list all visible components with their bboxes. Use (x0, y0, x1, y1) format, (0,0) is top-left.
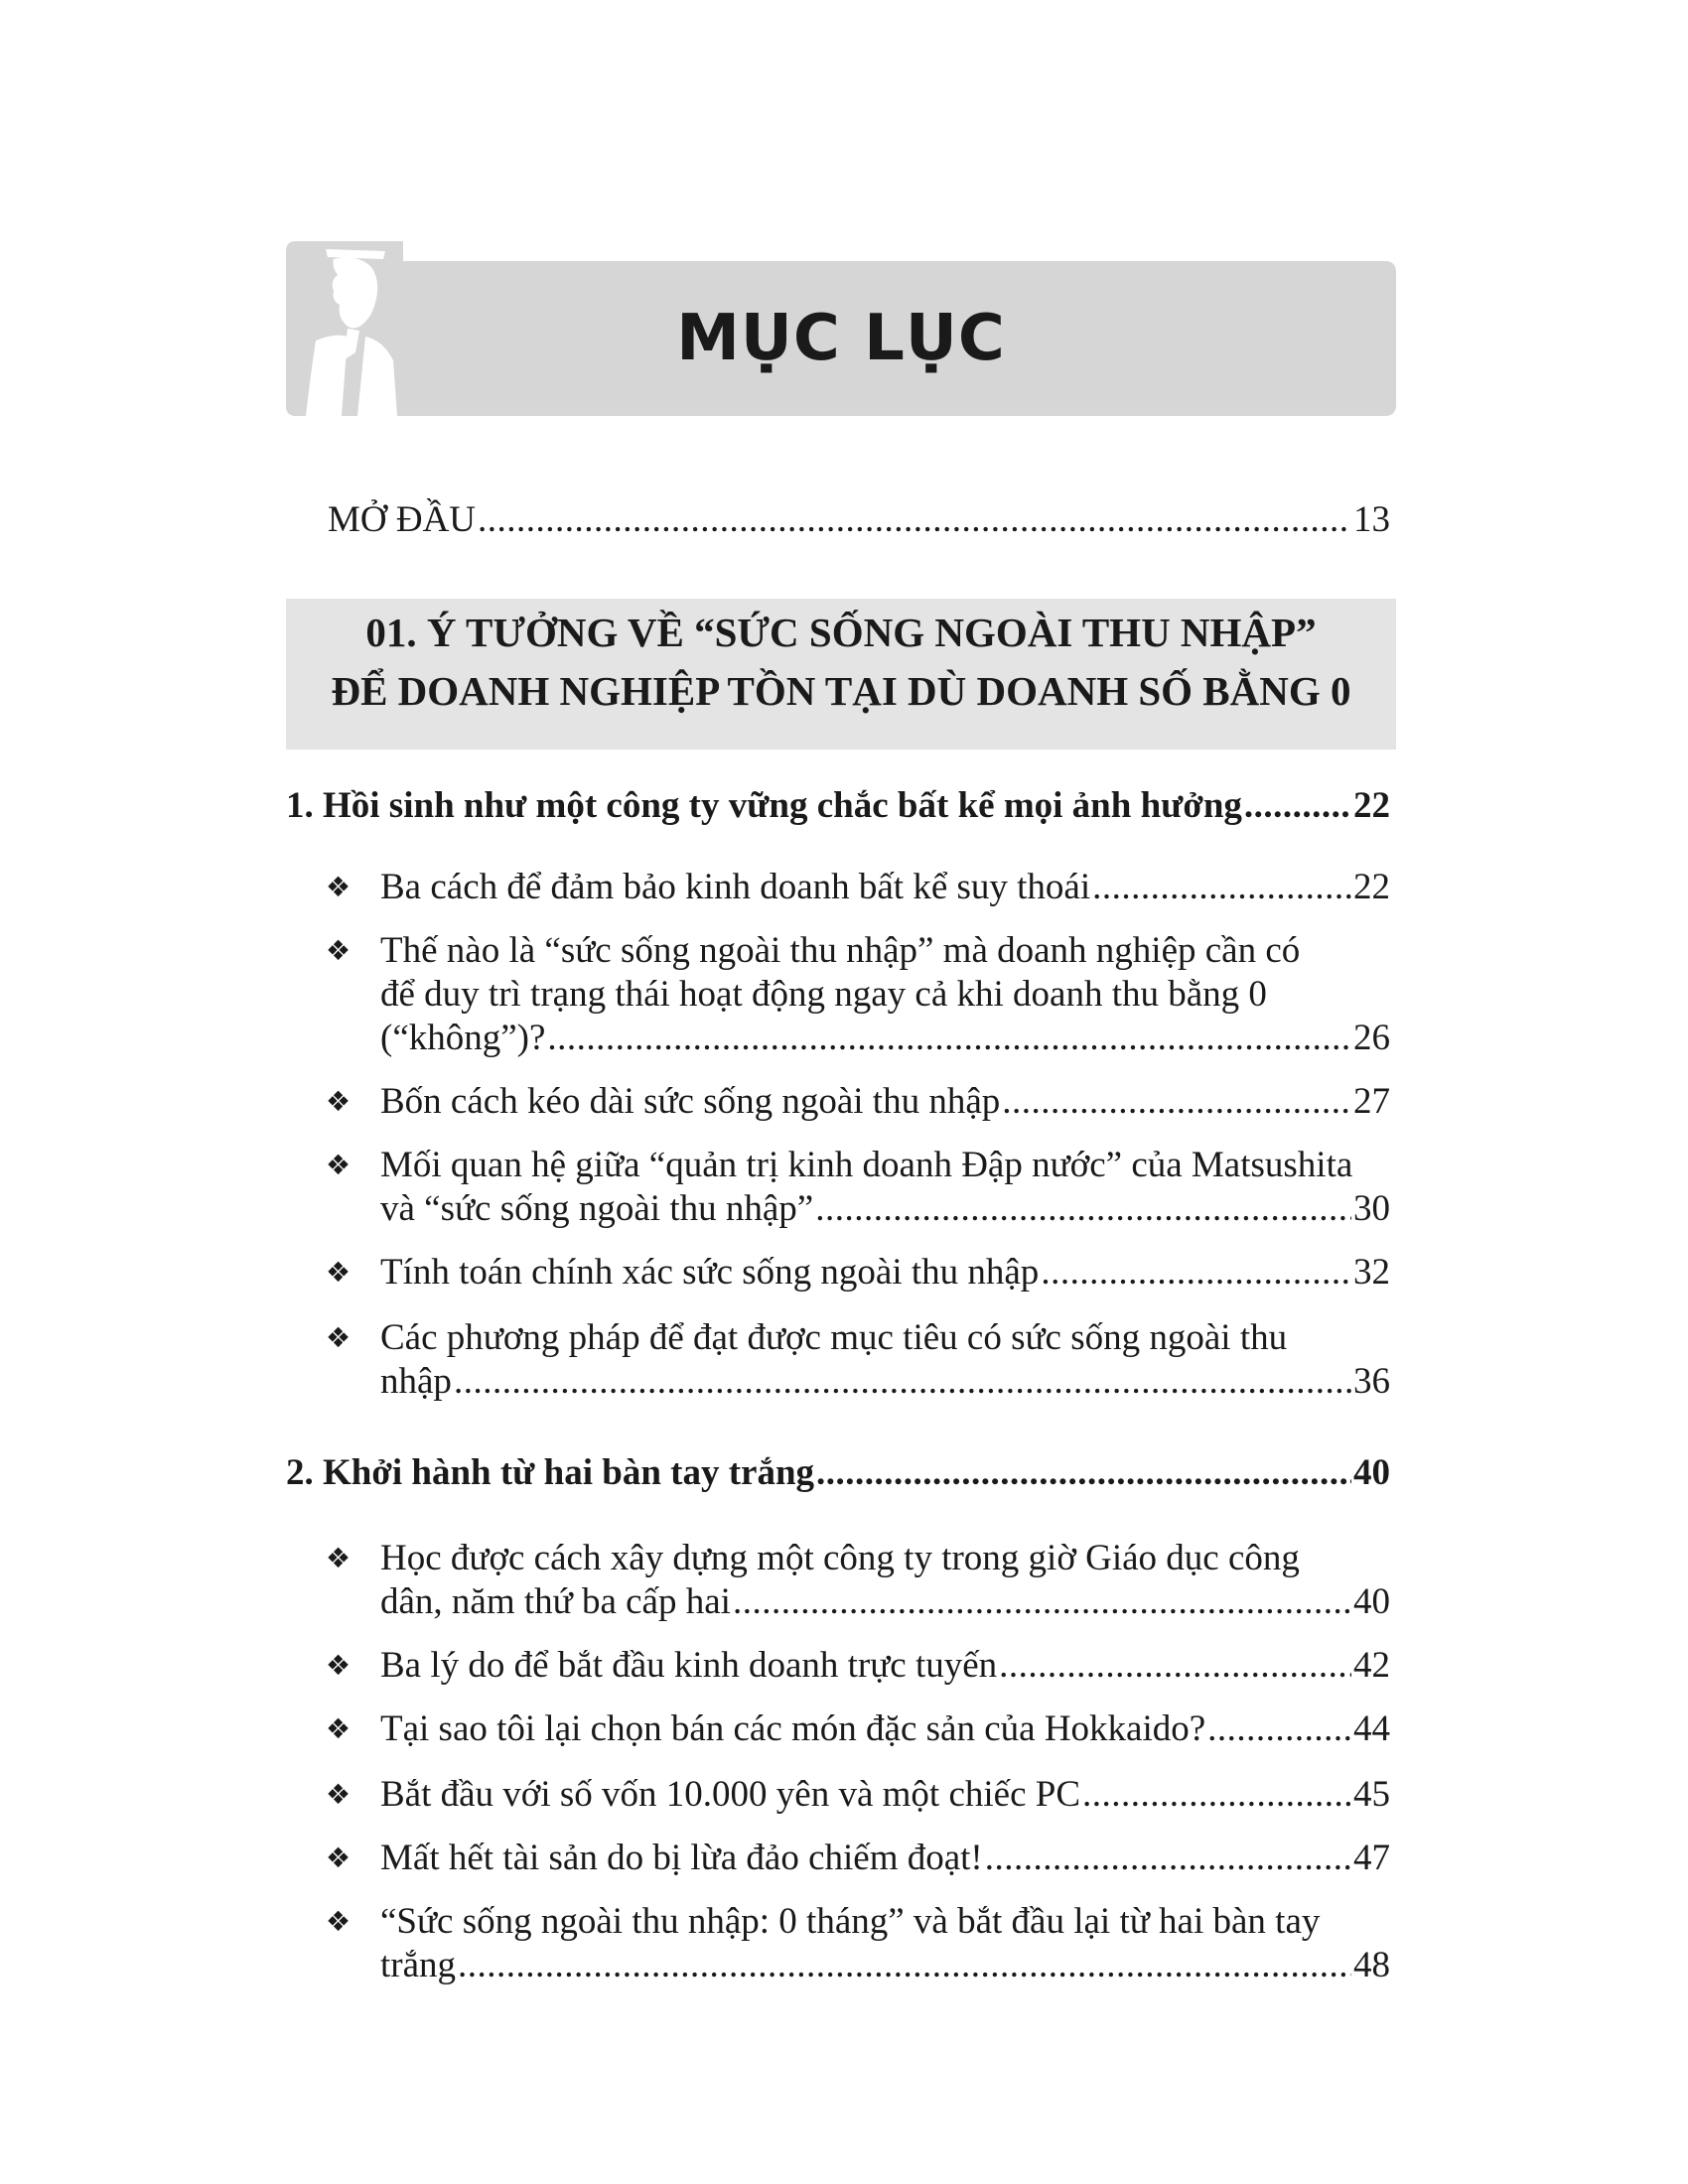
diamond-bullet-icon: ❖ (326, 1778, 352, 1811)
toc-item-page: 45 (1353, 1774, 1390, 1815)
toc-item-page: 42 (1353, 1645, 1390, 1686)
toc-item-label: Bốn cách kéo dài sức sống ngoài thu nhập (380, 1081, 1001, 1122)
toc-section-label: 1. Hồi sinh như một công ty vững chắc bất kể mọi ảnh hưởng (286, 785, 1242, 826)
dot-leader (547, 1017, 1351, 1060)
dot-leader (815, 1187, 1351, 1231)
toc-item[interactable] (380, 1944, 1390, 1987)
dot-leader (816, 1451, 1351, 1495)
toc-item-page: 22 (1353, 867, 1390, 907)
toc-item-label: (“không”)? (380, 1018, 546, 1058)
toc-item-line: Mối quan hệ giữa “quản trị kinh doanh Đập nước” của Matsushita (380, 1145, 1353, 1185)
toc-item-line: Các phương pháp để đạt được mục tiêu có sức sống ngoài thu (380, 1317, 1288, 1358)
toc-entry-page: 13 (1353, 499, 1390, 540)
toc-item[interactable] (380, 1707, 1390, 1751)
diamond-bullet-icon: ❖ (326, 1905, 352, 1938)
toc-item-label: Tại sao tôi lại chọn bán các món đặc sản của Hokkaido? (380, 1708, 1206, 1749)
dot-leader (1041, 1251, 1351, 1295)
toc-item[interactable] (380, 1580, 1390, 1624)
dot-leader (454, 1360, 1351, 1404)
toc-item-page: 44 (1353, 1708, 1390, 1749)
diamond-bullet-icon: ❖ (326, 1149, 352, 1181)
toc-item-page: 48 (1353, 1945, 1390, 1985)
diamond-bullet-icon: ❖ (326, 1842, 352, 1874)
toc-section-label: 2. Khởi hành từ hai bàn tay trắng (286, 1452, 815, 1493)
toc-item[interactable] (380, 1644, 1390, 1688)
diamond-bullet-icon: ❖ (326, 1256, 352, 1289)
toc-item[interactable] (380, 866, 1390, 909)
toc-item-page: 47 (1353, 1838, 1390, 1878)
toc-item-page: 36 (1353, 1361, 1390, 1402)
toc-item-line: Học được cách xây dựng một công ty trong giờ Giáo dục công (380, 1538, 1300, 1578)
chapter-title (286, 604, 1396, 721)
toc-title: MỤC LỤC (676, 302, 1006, 375)
toc-item-label: dân, năm thứ ba cấp hai (380, 1581, 731, 1622)
toc-section-2[interactable] (286, 1451, 1390, 1495)
diamond-bullet-icon: ❖ (326, 1649, 352, 1682)
toc-item-label: và “sức sống ngoài thu nhập” (380, 1188, 814, 1229)
toc-item-label: Ba lý do để bắt đầu kinh doanh trực tuyến (380, 1645, 998, 1686)
dot-leader (733, 1580, 1351, 1624)
toc-item-label: trắng (380, 1945, 457, 1985)
toc-item-line: “Sức sống ngoài thu nhập: 0 tháng” và bắt đầu lại từ hai bàn tay (380, 1901, 1321, 1942)
dot-leader (999, 1644, 1351, 1688)
toc-item-label: Bắt đầu với số vốn 10.000 yên và một chiếc PC (380, 1774, 1081, 1815)
toc-item[interactable] (380, 1187, 1390, 1231)
toc-item[interactable] (380, 1773, 1390, 1817)
toc-entry-intro[interactable] (328, 498, 1390, 542)
toc-section-page: 40 (1353, 1452, 1390, 1493)
toc-item[interactable] (380, 1080, 1390, 1124)
chapter-title-line-2: ĐỂ DOANH NGHIỆP TỒN TẠI DÙ DOANH SỐ BẰNG 0 (331, 668, 1351, 714)
chapter-title-line-1: 01. Ý TƯỞNG VỀ “SỨC SỐNG NGOÀI THU NHẬP” (365, 610, 1317, 655)
diamond-bullet-icon: ❖ (326, 871, 352, 903)
dot-leader (1207, 1707, 1351, 1751)
toc-item-line: để duy trì trạng thái hoạt động ngay cả khi doanh thu bằng 0 (380, 974, 1267, 1015)
toc-item[interactable] (380, 1251, 1390, 1295)
dot-leader (1082, 1773, 1351, 1817)
toc-item-label: Tính toán chính xác sức sống ngoài thu nhập (380, 1252, 1040, 1293)
dot-leader (478, 498, 1351, 542)
toc-item-page: 40 (1353, 1581, 1390, 1622)
toc-item-page: 26 (1353, 1018, 1390, 1058)
toc-item-page: 27 (1353, 1081, 1390, 1122)
toc-item-label: Mất hết tài sản do bị lừa đảo chiếm đoạt! (380, 1838, 983, 1878)
dot-leader (458, 1944, 1351, 1987)
toc-section-1[interactable] (286, 784, 1390, 828)
toc-entry-label: MỞ ĐẦU (328, 499, 477, 540)
dot-leader (1092, 866, 1351, 909)
diamond-bullet-icon: ❖ (326, 1321, 352, 1354)
toc-section-page: 22 (1353, 785, 1390, 826)
toc-item-page: 32 (1353, 1252, 1390, 1293)
diamond-bullet-icon: ❖ (326, 1712, 352, 1745)
diamond-bullet-icon: ❖ (326, 1085, 352, 1118)
dot-leader (985, 1837, 1351, 1880)
dot-leader (1002, 1080, 1351, 1124)
diamond-bullet-icon: ❖ (326, 934, 352, 967)
toc-item-page: 30 (1353, 1188, 1390, 1229)
dot-leader (1244, 784, 1351, 828)
toc-item[interactable] (380, 1360, 1390, 1404)
toc-item[interactable] (380, 1837, 1390, 1880)
toc-item-label: nhập (380, 1361, 452, 1402)
toc-item-line: Thế nào là “sức sống ngoài thu nhập” mà doanh nghiệp cần có (380, 930, 1301, 971)
toc-item[interactable] (380, 1017, 1390, 1060)
toc-item-label: Ba cách để đảm bảo kinh doanh bất kể suy thoái (380, 867, 1091, 907)
diamond-bullet-icon: ❖ (326, 1542, 352, 1574)
